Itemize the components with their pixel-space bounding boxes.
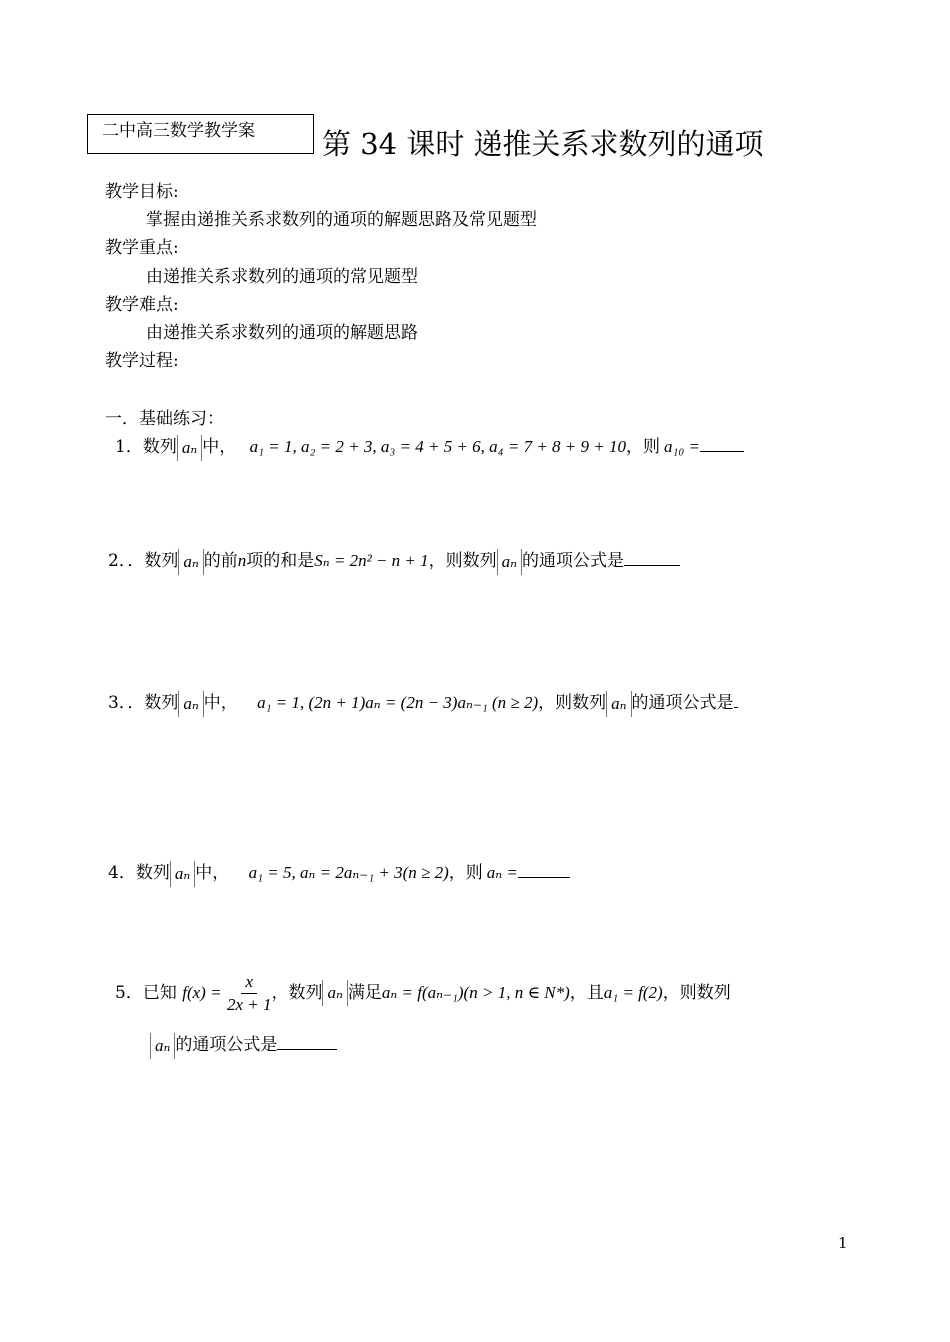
problem-mid: ，数列 xyxy=(271,982,323,1003)
problem-number: 1． xyxy=(115,437,143,457)
problem-ask: ，则 xyxy=(448,863,483,883)
problem-lead: 数列 xyxy=(144,551,179,571)
page-number: 1 xyxy=(838,1234,848,1252)
sequence-symbol: aₙ xyxy=(606,691,631,717)
header-box-text: 二中高三数学教学案 xyxy=(102,121,255,141)
answer-blank[interactable] xyxy=(700,451,744,452)
problem-tail: 的通项公式是 xyxy=(631,693,734,713)
process-label: 教学过程: xyxy=(105,351,179,371)
function-fraction xyxy=(227,973,272,1014)
problem-mid: 中， xyxy=(202,437,237,457)
problem-lead: 已知 xyxy=(142,982,177,1003)
answer-blank[interactable] xyxy=(734,707,738,708)
sequence-symbol: aₙ xyxy=(150,1033,175,1059)
problem-1 xyxy=(115,432,744,461)
fraction-numerator: x xyxy=(241,973,257,994)
problem-mid3: ，且 xyxy=(569,982,604,1003)
problem-4 xyxy=(108,858,570,887)
problem-mid2: 满足 xyxy=(347,982,382,1003)
problem-formula: Sₙ = 2n² − n + 1 xyxy=(314,551,429,570)
problem-lead: 数列 xyxy=(135,863,170,883)
problem-lead: 数列 xyxy=(142,437,177,457)
problem-3 xyxy=(108,688,738,717)
problem-ask: ，则数列 xyxy=(662,982,731,1003)
answer-blank[interactable] xyxy=(518,877,570,878)
problem-number: 3．． xyxy=(108,693,145,713)
sequence-symbol: aₙ xyxy=(177,435,202,461)
problem-number: 2．． xyxy=(108,551,145,571)
problem-mid: 中， xyxy=(203,693,238,713)
problem-formula2: a₁ = f(2) xyxy=(603,982,663,1002)
goal-label: 教学目标: xyxy=(105,182,179,202)
sequence-symbol: aₙ xyxy=(322,980,347,1006)
answer-blank[interactable] xyxy=(624,565,680,566)
key-text: 由递推关系求数列的通项的常见题型 xyxy=(146,267,418,287)
problem-formula: a₁ = 5, aₙ = 2aₙ₋₁ + 3(n ≥ 2) xyxy=(248,863,449,882)
problem-formula: aₙ = f(aₙ₋₁)(n > 1, n ∈ N*) xyxy=(381,982,570,1002)
problem-mid: 中， xyxy=(195,863,230,883)
problem-number: 5． xyxy=(115,982,143,1003)
sequence-symbol: aₙ xyxy=(170,861,195,887)
sequence-symbol: aₙ xyxy=(178,691,203,717)
problem-target: a₁₀ = xyxy=(663,437,701,456)
problem-ask: ，则数列 xyxy=(428,551,497,571)
problem-formula: a₁ = 1, a₂ = 2 + 3, a₃ = 4 + 5 + 6, a₄ = 7 + 8 + 9 + 10 xyxy=(249,437,626,456)
problem-mid: 的前 xyxy=(203,551,238,571)
answer-blank[interactable] xyxy=(277,1049,337,1050)
sequence-symbol: aₙ xyxy=(178,549,203,575)
problem-tail: 的通项公式是 xyxy=(522,551,625,571)
page-title: 第 34 课时 递推关系求数列的通项 xyxy=(322,127,764,161)
problem-formula: a₁ = 1, (2n + 1)aₙ = (2n − 3)aₙ₋₁ (n ≥ 2) xyxy=(257,693,539,712)
problem-mid2: 项的和是 xyxy=(246,551,315,571)
exercise-heading: 一．基础练习： xyxy=(105,409,224,429)
problem-5-line2 xyxy=(150,1030,337,1059)
problem-5 xyxy=(115,973,731,1014)
goal-text: 掌握由递推关系求数列的通项的解题思路及常见题型 xyxy=(146,210,537,230)
difficulty-label: 教学难点: xyxy=(105,295,179,315)
problem-2 xyxy=(108,546,680,575)
problem-var-n: n xyxy=(237,551,247,570)
problem-lead: 数列 xyxy=(144,693,179,713)
function-lhs: f(x) = xyxy=(182,982,222,1002)
difficulty-text: 由递推关系求数列的通项的解题思路 xyxy=(146,323,418,343)
sequence-symbol: aₙ xyxy=(497,549,522,575)
fraction-denominator: 2x + 1 xyxy=(226,994,272,1014)
problem-tail: 的通项公式是 xyxy=(175,1035,278,1055)
problem-ask: ，则 xyxy=(625,437,660,457)
problem-ask: ，则数列 xyxy=(538,693,607,713)
header-box-label xyxy=(87,114,314,154)
problem-target: aₙ = xyxy=(486,863,518,882)
problem-number: 4． xyxy=(108,863,136,883)
key-label: 教学重点: xyxy=(105,238,179,258)
